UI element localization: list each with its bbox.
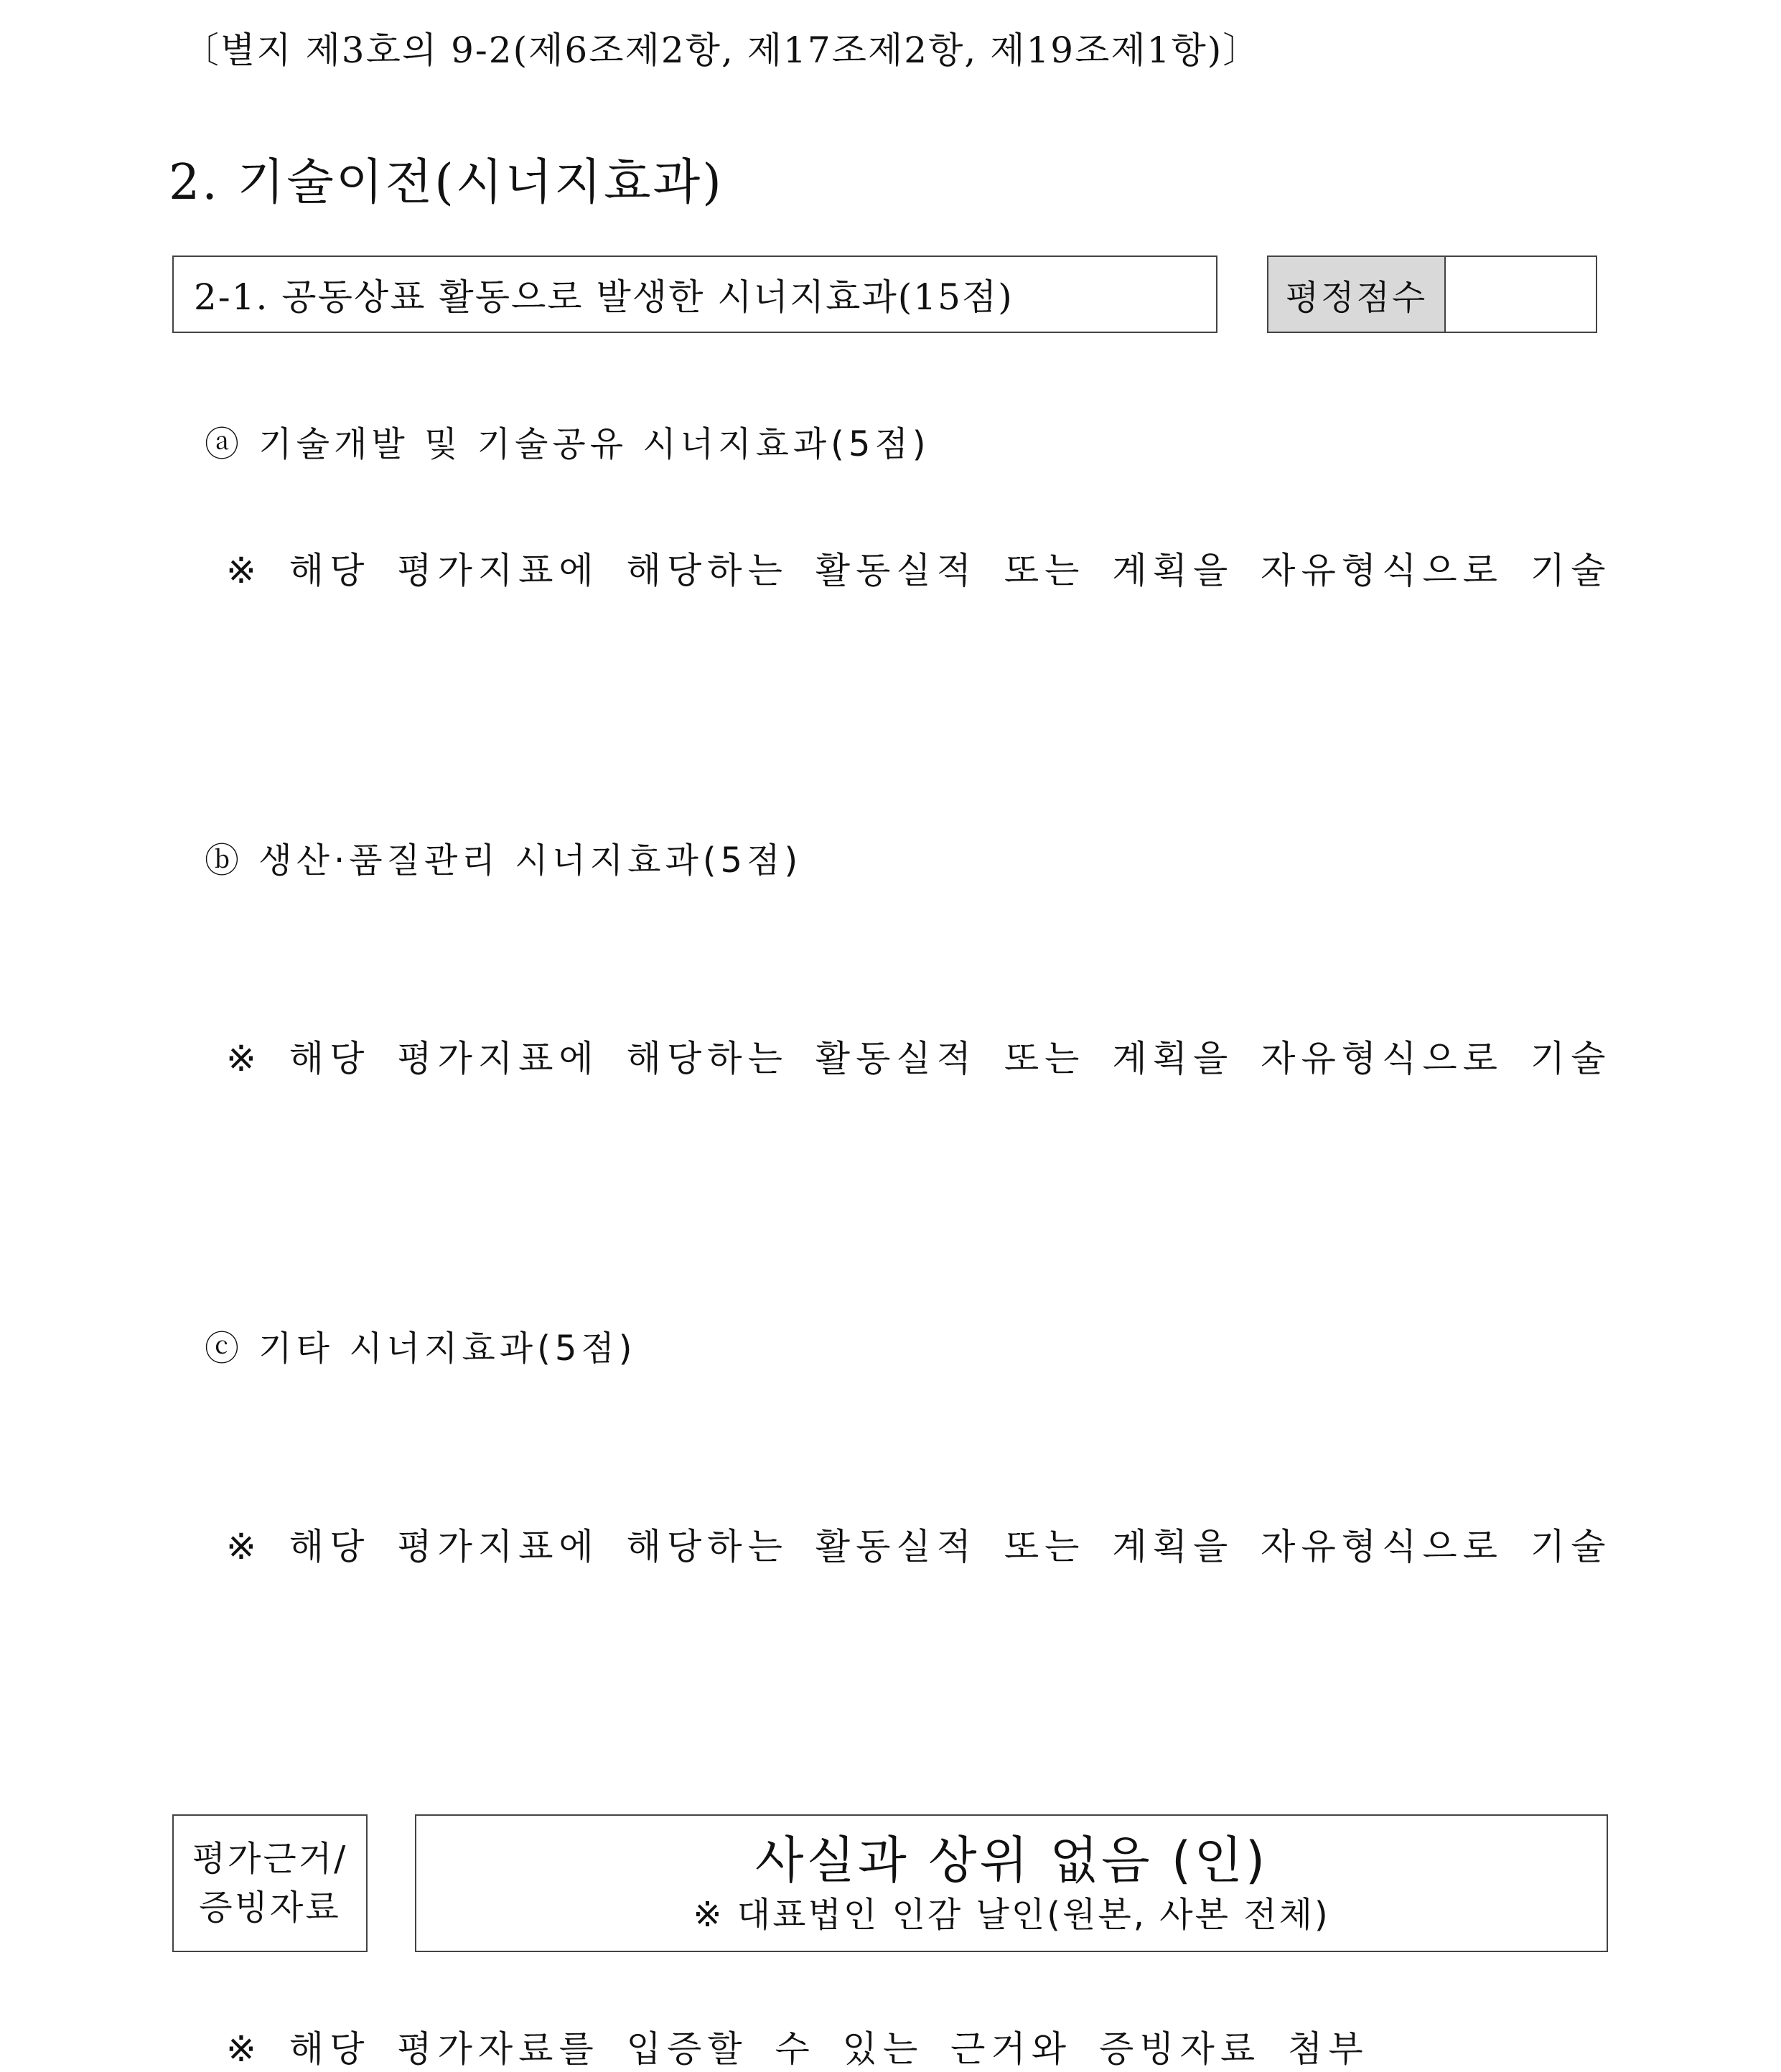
- evidence-label-box: [172, 1814, 368, 1952]
- item-b-heading: ⓑ 생산·품질관리 시너지효과(5점): [205, 840, 803, 881]
- item-b-instruction: ※ 해당 평가지표에 해당하는 활동실적 또는 계획을 자유형식으로 기술: [226, 1038, 1612, 1079]
- footer-note: ※ 해당 평가자료를 입증할 수 있는 근거와 증빙자료 첨부: [226, 2028, 1369, 2070]
- subsection-title-box: [172, 256, 1217, 333]
- evidence-seal-note: ※ 대표법인 인감 날인(원본, 사본 전체): [693, 1895, 1330, 1935]
- score-input-cell[interactable]: [1446, 257, 1596, 332]
- evidence-label-line1: 평가근거/: [192, 1839, 348, 1879]
- form-reference: 〔별지 제3호의 9-2(제6조제2항, 제17조제2항, 제19조제1항)〕: [183, 29, 1261, 71]
- item-a-instruction: ※ 해당 평가지표에 해당하는 활동실적 또는 계획을 자유형식으로 기술: [226, 550, 1612, 591]
- section-title: 2. 기술이전(시너지효과): [169, 154, 724, 211]
- score-box: [1267, 256, 1597, 333]
- subsection-title: 2-1. 공동상표 활동으로 발생한 시너지효과(15점): [194, 276, 1014, 318]
- evidence-label-line2: 증빙자료: [199, 1888, 341, 1928]
- score-label: 평정점수: [1268, 257, 1446, 332]
- evidence-content-box: [415, 1814, 1608, 1952]
- item-c-heading: ⓒ 기타 시너지효과(5점): [205, 1328, 637, 1369]
- item-a-heading: ⓐ 기술개발 및 기술공유 시너지효과(5점): [205, 424, 930, 464]
- item-c-instruction: ※ 해당 평가지표에 해당하는 활동실적 또는 계획을 자유형식으로 기술: [226, 1526, 1612, 1567]
- evidence-declaration: 사실과 상위 없음 (인): [754, 1831, 1268, 1890]
